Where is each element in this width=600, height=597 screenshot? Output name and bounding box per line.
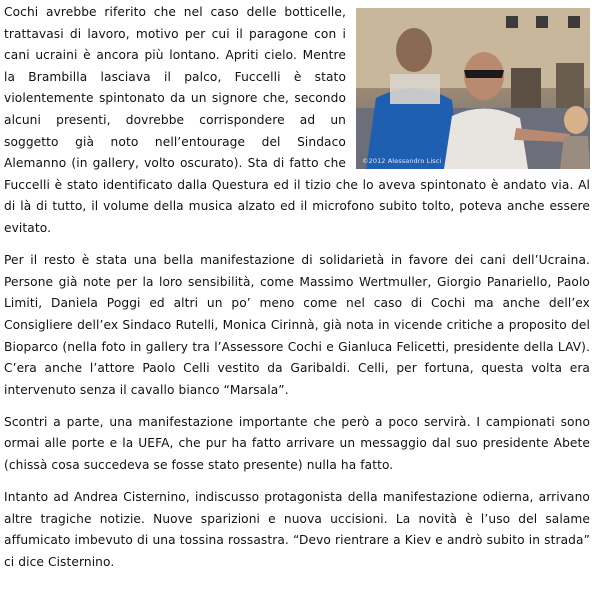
paragraph: Per il resto è stata una bella manifestazione di solidarietà in favore dei cani dell’Ucraina. Persone già note per la loro sensibilità, come Massimo Wertmuller, Giorgio Panariello, Paolo Limiti, Daniela Poggi ed altri un po’ meno come nel caso di Cochi ma anche dell’ex Consigliere dell’ex Sindaco Rutelli, Monica Cirinnà, già nota in vicende critiche a proposito del Bioparco (nella foto in gallery tra l’Assessore Cochi e Gianluca Felicetti, presidente della LAV). C’era anche l’attore Paolo Celli vestito da Garibaldi. Celli, per fortuna, questa volta era intervenuto senza il cavallo bianco “Marsala”.	[4, 253, 590, 397]
protest-crowd-photo[interactable]	[356, 8, 590, 169]
photo-credit: ©2012 Alessandro Lisci	[362, 157, 442, 165]
paragraph: Scontri a parte, una manifestazione importante che però a poco servirà. I campionati sono ormai alle porte e la UEFA, che pur ha fatto arrivare un messaggio dal suo presidente Abete (chissà cosa succedeva se fosse stato presente) nulla ha fatto.	[4, 414, 590, 473]
photo-image	[356, 8, 590, 169]
article-body	[4, 2, 590, 584]
paragraph: Cochi avrebbe riferito che nel caso delle botticelle, trattavasi di lavoro, motivo per cui il paragone con i cani ucraini è ancora più lontano. Apriti cielo. Mentre la Brambilla lasciava il palco, Fuccelli è stato violentemente spintonato da un signore che, secondo alcuni presenti, dovrebbe corrispondere ad un soggetto già noto nell’entourage del Sindaco Alemanno (in gallery, volto oscurato). Sta di fatto che Fuccelli è stato identificato dalla Questura ed il tizio che lo aveva spintonato è andato via. Al di là di tutto, il volume della musica alzato ed il microfono subito tolto, poteva anche essere evitato.	[4, 5, 590, 235]
paragraph: Intanto ad Andrea Cisternino, indiscusso protagonista della manifestazione odierna, arrivano altre tragiche notizie. Nuove sparizioni e nuova uccisioni. La novità è l’uso del salame affumicato imbevuto di una tossina rossastra. “Devo rientrare a Kiev e andrò subito in strada” ci dice Cisternino.	[4, 490, 590, 570]
